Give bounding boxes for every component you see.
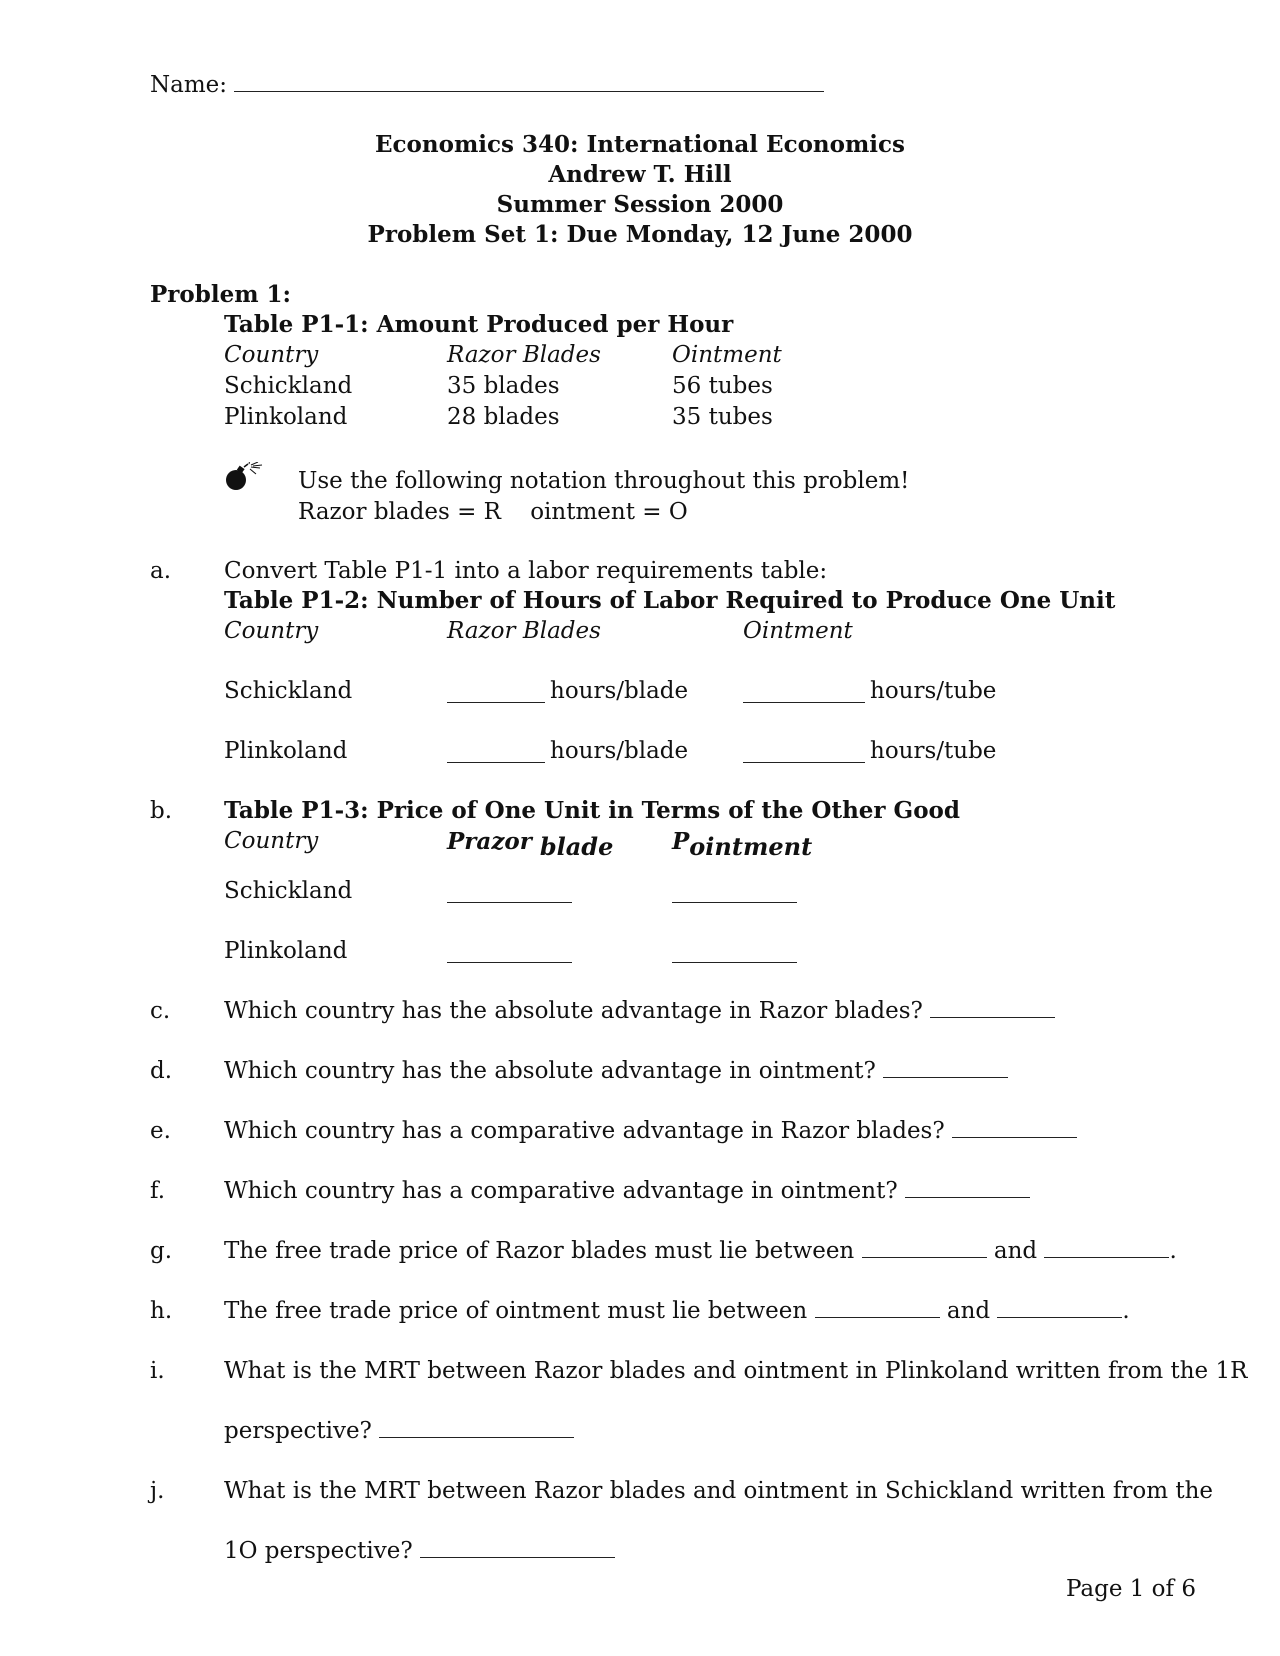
question-text: 1O perspective? — [224, 1538, 413, 1564]
prazor-sub: blade — [539, 832, 614, 861]
question-text: Which country has a comparative advantage in ointment? — [224, 1178, 898, 1204]
bomb-icon — [224, 462, 264, 492]
table2-col-razor: Razor Blades — [447, 618, 601, 644]
question-label: f. — [150, 1178, 166, 1204]
question-f — [224, 1176, 1030, 1206]
question-text: Which country has a comparative advantage in Razor blades? — [224, 1118, 945, 1144]
table1-cell: 56 tubes — [672, 373, 773, 399]
unit-label: hours/blade — [550, 738, 689, 764]
answer-blank[interactable] — [1044, 1237, 1169, 1258]
end-punct: . — [1169, 1238, 1177, 1264]
question-label: h. — [150, 1298, 173, 1324]
instructor: Andrew T. Hill — [548, 161, 732, 188]
question-label: g. — [150, 1238, 173, 1264]
table1-cell: Schickland — [224, 373, 353, 399]
question-e — [224, 1116, 1077, 1146]
question-text: Which country has the absolute advantage in ointment? — [224, 1058, 876, 1084]
question-label: c. — [150, 998, 171, 1024]
assignment-title: Problem Set 1: Due Monday, 12 June 2000 — [367, 221, 913, 248]
table3-row-country: Schickland — [224, 878, 353, 904]
pointment-main: P — [672, 828, 690, 855]
table2-row-country: Schickland — [224, 678, 353, 704]
end-punct: . — [1122, 1298, 1130, 1324]
unit-label: hours/tube — [870, 738, 997, 764]
table3-col-prazor — [447, 826, 614, 861]
answer-blank[interactable] — [447, 682, 545, 703]
answer-blank[interactable] — [447, 942, 572, 963]
answer-blank[interactable] — [905, 1177, 1030, 1198]
table3-row-country: Plinkoland — [224, 938, 348, 964]
question-label: i. — [150, 1358, 165, 1384]
connector: and — [946, 1298, 991, 1324]
question-i-cont — [224, 1416, 574, 1446]
answer-blank[interactable] — [447, 882, 572, 903]
question-label: j. — [150, 1478, 165, 1504]
answer-blank[interactable] — [420, 1537, 615, 1558]
answer-blank[interactable] — [883, 1057, 1008, 1078]
question-j-cont — [224, 1536, 615, 1566]
problem-title: Problem 1: — [150, 281, 292, 308]
question-c — [224, 996, 1055, 1026]
question-j-text: What is the MRT between Razor blades and ointment in Schickland written from the — [224, 1478, 1213, 1504]
table1-title: Table P1-1: Amount Produced per Hour — [224, 311, 734, 338]
question-text: The free trade price of Razor blades must lie between — [224, 1238, 855, 1264]
table1-col-ointment: Ointment — [672, 342, 782, 368]
question-text: The free trade price of ointment must lie between — [224, 1298, 808, 1324]
question-i-text: What is the MRT between Razor blades and ointment in Plinkoland written from the 1R — [224, 1358, 1248, 1384]
answer-blank[interactable] — [930, 997, 1055, 1018]
answer-blank[interactable] — [672, 882, 797, 903]
table3-col-pointment — [672, 826, 813, 861]
unit-label: hours/blade — [550, 678, 689, 704]
question-label: d. — [150, 1058, 173, 1084]
table2-col-country: Country — [224, 618, 319, 644]
connector: and — [993, 1238, 1038, 1264]
answer-blank[interactable] — [743, 742, 865, 763]
table2-row-country: Plinkoland — [224, 738, 348, 764]
pointment-sub: ointment — [689, 832, 813, 861]
answer-blank[interactable] — [815, 1297, 940, 1318]
table3-title: Table P1-3: Price of One Unit in Terms of the Other Good — [224, 797, 960, 824]
table1-cell: 35 blades — [447, 373, 560, 399]
answer-blank[interactable] — [379, 1417, 574, 1438]
session: Summer Session 2000 — [496, 191, 784, 218]
answer-blank[interactable] — [447, 742, 545, 763]
table2-col-ointment: Ointment — [743, 618, 853, 644]
notation-line2: Razor blades = R ointment = O — [298, 499, 688, 525]
part-b-label: b. — [150, 798, 173, 824]
question-g — [224, 1236, 1177, 1266]
page-number: Page 1 of 6 — [1065, 1576, 1196, 1602]
answer-blank[interactable] — [672, 942, 797, 963]
part-a-label: a. — [150, 558, 172, 584]
name-label: Name: — [150, 72, 228, 98]
table1-col-country: Country — [224, 342, 319, 368]
table1-cell: 28 blades — [447, 404, 560, 430]
unit-label: hours/tube — [870, 678, 997, 704]
question-text: perspective? — [224, 1418, 372, 1444]
course-title: Economics 340: International Economics — [375, 131, 905, 158]
table1-col-razor: Razor Blades — [447, 342, 601, 368]
table3-col-country: Country — [224, 828, 319, 854]
answer-blank[interactable] — [952, 1117, 1077, 1138]
question-h — [224, 1296, 1130, 1326]
name-line[interactable] — [150, 70, 824, 100]
question-text: Which country has the absolute advantage in Razor blades? — [224, 998, 923, 1024]
table2-title: Table P1-2: Number of Hours of Labor Required to Produce One Unit — [224, 587, 1116, 614]
answer-blank[interactable] — [743, 682, 865, 703]
question-d — [224, 1056, 1008, 1086]
name-blank[interactable] — [234, 71, 824, 92]
table1-cell: 35 tubes — [672, 404, 773, 430]
answer-blank[interactable] — [862, 1237, 987, 1258]
question-label: e. — [150, 1118, 171, 1144]
table1-cell: Plinkoland — [224, 404, 348, 430]
prazor-main: Prazor — [447, 828, 532, 855]
notation-line1: Use the following notation throughout this problem! — [298, 468, 910, 494]
answer-blank[interactable] — [997, 1297, 1122, 1318]
part-a-prompt: Convert Table P1-1 into a labor requirements table: — [224, 558, 828, 584]
